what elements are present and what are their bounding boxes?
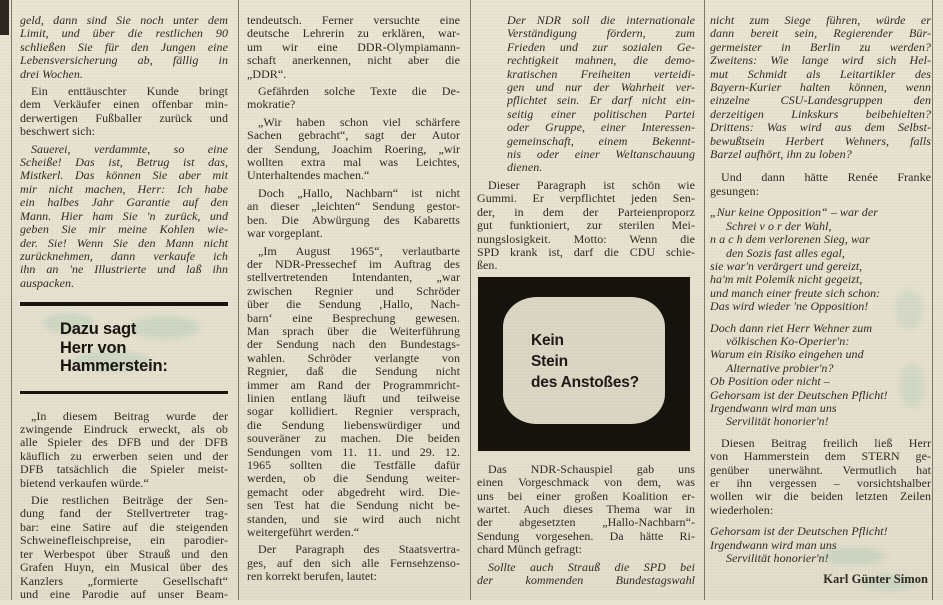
text-line: Doch „Hallo, Nachbarn“ ist nicht xyxy=(258,185,460,200)
text-line: mokratie? xyxy=(247,97,296,112)
text-line: SPD krank ist, darf die CDU schie- xyxy=(477,244,695,259)
text-line: ihn an 'ne Illustrierte und laß ihn xyxy=(20,262,228,277)
text-line: Diesen Beitrag freilich ließ Herr xyxy=(721,435,931,450)
text-line: Scheiße! Das ist, Betrug ist das, xyxy=(20,155,228,170)
text-line: wollen wir die beiden letzten Zeilen xyxy=(710,489,931,504)
text-line: Drittens: Was wird aus dem Selbst- xyxy=(710,120,931,135)
text-line: bietend verkaufen würde.“ xyxy=(20,475,149,490)
verse-line: den Sozis fast alles egal, xyxy=(726,245,845,260)
text-line: ein halbes Jahr Garantie auf den xyxy=(20,195,228,210)
text-line: Verständigung fördern, zum xyxy=(507,26,695,41)
text-line: mut Schmidt als Leitartikler des xyxy=(710,66,931,81)
text-line: gut funktioniert, zur sterilen Mei- xyxy=(477,218,695,233)
text-line: von Hammerstein dem STERN ge- xyxy=(710,449,931,464)
text-line: Kanzlers „formierte Gesellschaft“ xyxy=(20,573,228,588)
tv-illustration xyxy=(478,277,690,451)
text-line: Frieden und zur sozialen Ge- xyxy=(507,39,695,54)
text-line: Unterhaltendes machen.“ xyxy=(247,168,370,183)
scan-artifact xyxy=(0,0,9,35)
text-line: chard Münch gefragt: xyxy=(477,542,582,557)
text-line: Sendungen vom 11. 11. und 29. 12. xyxy=(247,444,460,459)
paragraph xyxy=(710,14,931,161)
text-line: dung fand der Stellvertreter trag- xyxy=(20,506,228,521)
text-line: Der Paragraph des Staatsvertra- xyxy=(258,542,460,557)
text-line: Sollte auch Strauß die SPD bei xyxy=(488,559,695,574)
text-line: der Sendung, Joachim Roering, „wir xyxy=(247,141,460,156)
text-line: Bayern-Kurier halten können, wenn xyxy=(710,80,931,95)
text-line: wahlen. Schröder verlangte von xyxy=(247,350,460,365)
text-line: pflichtet sein. Er darf nicht ein- xyxy=(507,93,695,108)
tv-caption-line: Kein xyxy=(531,331,564,349)
text-line: bewußtsein Herbert Wehners, falls xyxy=(710,133,931,148)
text-line: Die restlichen Beiträge der Sen- xyxy=(31,493,228,508)
headline-rule-bottom xyxy=(20,391,228,394)
text-line: war vorgeplant. xyxy=(247,226,323,241)
text-line: sogar kollidiert. Regnier versprach, xyxy=(247,404,460,419)
paragraph xyxy=(20,143,228,290)
text-line: Der NDR soll die internationale xyxy=(507,13,695,27)
text-line: „Wir haben schon viel schärfere xyxy=(258,114,460,129)
verse-line: Das wird wieder 'ne Opposition! xyxy=(710,299,869,314)
tv-screen xyxy=(503,297,665,424)
text-line: wiederholen: xyxy=(710,502,774,517)
verse-line: sie war'n verärgert und gereizt, xyxy=(710,258,863,273)
text-line: kratischen Freiheiten verteidi- xyxy=(507,66,695,81)
text-line: nungslosigkeit. Motto: Wenn die xyxy=(477,231,695,246)
verse-stanza xyxy=(710,322,931,429)
text-line: der abgesetzten „Hallo-Nachbarn“- xyxy=(477,515,695,530)
verse-line: Warum ein Risiko eingehen und xyxy=(710,347,864,362)
text-line: und eine Parodie auf unser Beam- xyxy=(20,586,228,601)
text-line: geld, dann sind Sie noch unter dem xyxy=(20,13,228,27)
paragraph xyxy=(247,187,460,241)
text-line: dienen. xyxy=(507,160,543,175)
text-line: der NDR-Pressechef im Auftrag des xyxy=(247,256,460,271)
column-divider xyxy=(704,0,705,600)
verse-line: Ob Position oder nicht – xyxy=(710,374,830,389)
text-line: derzeitigen Linkskurs beibehielten? xyxy=(710,106,931,121)
text-line: beschwert sich: xyxy=(20,124,96,139)
text-line: zwischen Regnier und Schröder xyxy=(247,283,460,298)
verse-stanza xyxy=(710,206,931,313)
headline-rule-top xyxy=(20,302,228,306)
text-line: DFB tatsächlich die Spieler meist- xyxy=(20,462,228,477)
text-line: nicht zum Siege führen, würde er xyxy=(710,13,931,27)
verse-line: Schrei v o r der Wahl, xyxy=(726,218,832,233)
text-line: Sachen gebracht“, sagt der Autor xyxy=(247,128,460,143)
verse-line: Irgendwann wird man uns xyxy=(710,400,837,415)
text-line: rechtigkeit mahnen, die demo- xyxy=(507,53,695,68)
tv-screen-caption xyxy=(531,330,639,393)
text-line: sen Test hat die Sendung nicht be- xyxy=(247,498,460,513)
text-line: Mistkerl. Das können Sie aber mit xyxy=(20,168,228,183)
text-line: ges, auf den sich alle Fernsehzenso- xyxy=(247,555,460,570)
text-line: der Sendung nach den Bundestags- xyxy=(247,337,460,352)
verse-line: Alternative probier'n? xyxy=(726,360,834,375)
text-line: wartet. Auch dieses Thema war in xyxy=(477,501,695,516)
text-line: Limit, und über die restlichen 90 xyxy=(20,26,228,41)
column-divider xyxy=(470,0,471,600)
text-line: seitig einer politischen Partei xyxy=(507,106,695,121)
text-line: nis oder einer Weltanschauung xyxy=(507,147,695,162)
text-line: um wir eine DDR-Olympiamann- xyxy=(247,39,460,54)
verse-line: und manch einer freute sich schon: xyxy=(710,285,881,300)
text-line: tendeutsch. Ferner versuchte eine xyxy=(247,13,460,27)
text-line: Gummi. Er verpflichtet jeden Sen- xyxy=(477,191,695,206)
text-line: drei Wochen. xyxy=(20,66,84,81)
verse-line: Gehorsam ist der Deutschen Pflicht! xyxy=(710,524,888,539)
text-line: einzelne CSU-Landesgruppen den xyxy=(710,93,931,108)
paragraph xyxy=(477,179,695,273)
verse-line: Servilität honorier'n! xyxy=(726,414,829,429)
text-line: Mann. Hier ham Sie 'n zurück, und xyxy=(20,208,228,223)
paragraph xyxy=(20,410,228,490)
verse-line: Irgendwann wird man uns xyxy=(710,537,837,552)
text-line: oder Gruppe, einer Interessen- xyxy=(507,120,695,135)
text-line: gemeinschaft, einem Bekennt- xyxy=(507,133,695,148)
text-line: Regnier, daß die Sendung nicht xyxy=(247,364,460,379)
text-line: die Sendung liebenswürdiger und xyxy=(247,417,460,432)
text-line: uns bei einer großen Koalition er- xyxy=(477,488,695,503)
text-line: der kommenden Bundestagswahl xyxy=(477,572,695,587)
text-line: Grafen Huyn, ein Musical über des xyxy=(20,560,228,575)
text-line: der, in dem der Parteienproporz xyxy=(477,204,695,219)
text-line: Man sprach über die Weiterführung xyxy=(247,323,460,338)
paragraph xyxy=(247,245,460,540)
text-line: mir nicht machen, Herr: Ich habe xyxy=(20,181,228,196)
author-byline: Karl Günter Simon xyxy=(823,572,928,587)
text-line: schließen Sie für den Jungen eine xyxy=(20,39,228,54)
text-line: wollten extra mal was Leichtes, xyxy=(247,155,460,170)
text-line: Zweitens: Wie lange wird sich Hel- xyxy=(710,53,931,68)
text-line: der. Sie! Wenn Sie den Mann nicht xyxy=(20,235,228,250)
headline-line: Herr von Hammerstein: xyxy=(60,338,168,376)
text-line: linien entlang läuft und teilweise xyxy=(247,390,460,405)
text-line: genüber unerwähnt. Vermutlich hat xyxy=(710,462,931,477)
verse-line: völkischen Ko-Operier'n: xyxy=(726,333,850,348)
column-divider xyxy=(238,0,239,600)
verse-line: n a c h dem verlorenen Sieg, war xyxy=(710,232,870,247)
column-divider xyxy=(11,0,12,600)
text-line: Dieser Paragraph ist schön wie xyxy=(488,177,695,192)
text-line: souveräner zu machen. Die beiden xyxy=(247,431,460,446)
verse-line: Servilität honorier'n! xyxy=(726,551,829,566)
text-line: auspacken. xyxy=(20,275,75,290)
verse-line: Gehorsam ist der Deutschen Pflicht! xyxy=(710,387,888,402)
text-line: deutsche Lehrerin zu erklären, war- xyxy=(247,26,460,41)
paragraph xyxy=(247,543,460,583)
text-line: geben Sie mir meine Kohlen wie- xyxy=(20,222,228,237)
paragraph xyxy=(20,14,228,81)
text-line: alle Spieler des DFB und der DFB xyxy=(20,435,228,450)
verse-line: „Nur keine Opposition“ – war der xyxy=(710,205,878,220)
text-line: Ein enttäuschter Kunde bringt xyxy=(31,84,228,99)
text-line: „In diesem Beitrag wurde der xyxy=(31,408,228,423)
paragraph xyxy=(247,116,460,183)
text-line: gen und nur der Wahrheit ver- xyxy=(507,80,695,95)
text-line: gemacht oder abgedreht wird. Die- xyxy=(247,484,460,499)
text-line: über die Sendung ‚Hallo, Nach- xyxy=(247,297,460,312)
paragraph xyxy=(247,85,460,112)
text-line: Barzel aufhört, ihn zu loben? xyxy=(710,147,852,162)
article-column-2 xyxy=(247,14,460,588)
paragraph xyxy=(477,561,695,588)
text-line: an dieser „leichten“ Sendung gestor- xyxy=(247,199,460,214)
article-column-4 xyxy=(710,14,931,587)
text-line: „DDR“. xyxy=(247,66,287,81)
text-line: ren korrekt berufen, lautet: xyxy=(247,569,378,584)
section-headline xyxy=(20,302,228,394)
text-line: germeister in Berlin zu werden? xyxy=(710,39,931,54)
paragraph xyxy=(710,171,931,198)
paragraph xyxy=(247,14,460,81)
article-column-1 xyxy=(20,14,228,605)
article-column-3 xyxy=(477,14,695,591)
text-line: Das NDR-Schauspiel gab uns xyxy=(488,461,695,476)
paragraph xyxy=(20,85,228,139)
text-line: Sauerei, verdammte, so eine xyxy=(31,141,228,156)
headline-text xyxy=(20,320,228,376)
tv-caption-line: Stein xyxy=(531,352,568,370)
text-line: barn‘ eine Besprechung gewesen. xyxy=(247,310,460,325)
text-line: werden, ob die Sendung weiter- xyxy=(247,471,460,486)
paragraph xyxy=(477,14,695,175)
text-line: zurücknehmen, dann verkaufe ich xyxy=(20,248,228,263)
text-line: derwertigen Fußballer zurück und xyxy=(20,110,228,125)
text-line: käuflich zu erwerben seien und der xyxy=(20,448,228,463)
text-line: ter Werbespot über Strauß und den xyxy=(20,546,228,561)
verse-line: Doch dann riet Herr Wehner zum xyxy=(710,320,873,335)
text-line: schaft anerkennen, nicht aber die xyxy=(247,53,460,68)
text-line: dem Verkäufer einen offenbar min- xyxy=(20,97,228,112)
text-line: Und dann hätte Renée Franke xyxy=(721,170,931,185)
text-line: ßen. xyxy=(477,258,498,273)
paragraph xyxy=(20,494,228,601)
text-line: weitergeführt werden.“ xyxy=(247,525,360,540)
text-line: Schweinefleischpreise, ein parodier- xyxy=(20,533,228,548)
text-line: er ihn vergessen – vorsichtshalber xyxy=(710,476,931,490)
paragraph xyxy=(710,437,931,517)
tv-caption-line: des Anstoßes? xyxy=(531,373,639,391)
text-line: ben. Die Abwürgung des Kabaretts xyxy=(247,212,460,227)
column-divider xyxy=(932,0,933,600)
text-line: stellvertretenden Intendanten, „war xyxy=(247,270,460,285)
text-line: gesungen: xyxy=(710,183,760,198)
text-line: zwingende Eindruck erweckt, als ob xyxy=(20,422,228,437)
text-line: immer am Rand der Programmricht- xyxy=(247,377,460,392)
text-line: bar: eine Satire auf die steigenden xyxy=(20,519,228,534)
text-line: standen, und sie wird auch nicht xyxy=(247,511,460,526)
text-line: „Im August 1965“, verlautbarte xyxy=(258,243,460,258)
text-line: 1965 sollten die Testfälle dafür xyxy=(247,458,460,472)
text-line: Sendung vorgesehen. Da hätte Ri- xyxy=(477,528,695,543)
verse-line: ha'm mit Polemik nicht gegeizt, xyxy=(710,272,863,287)
paragraph xyxy=(477,463,695,557)
verse-stanza xyxy=(710,525,931,565)
text-line: Gefährden solche Texte die De- xyxy=(258,84,460,99)
headline-line: Dazu sagt xyxy=(60,320,137,339)
text-line: Lebensversicherung ab, fällig in xyxy=(20,53,228,68)
text-line: dann bereit sein, Regierender Bür- xyxy=(710,26,931,41)
text-line: einen Vorgeschmack von dem, was xyxy=(477,475,695,490)
